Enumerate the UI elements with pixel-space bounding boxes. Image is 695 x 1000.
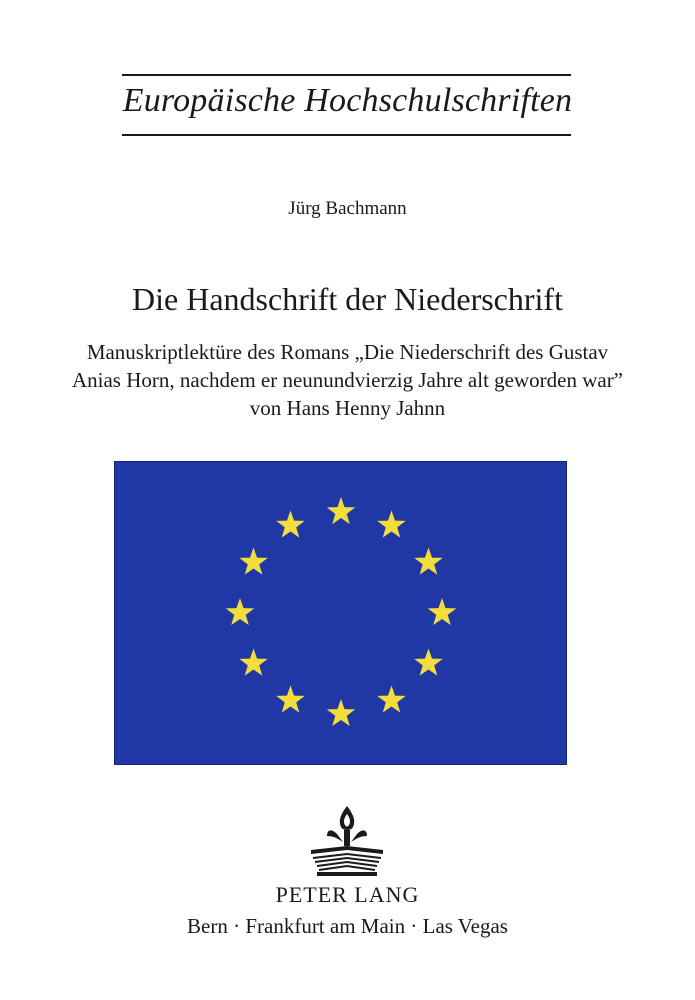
star-icon	[377, 511, 406, 538]
publisher-places: Bern · Frankfurt am Main · Las Vegas	[187, 914, 508, 938]
bottom-rule	[122, 134, 571, 136]
top-rule	[122, 74, 571, 76]
star-icon	[239, 649, 268, 676]
eu-flag-icon	[114, 461, 567, 765]
subtitle-line: von Hans Henny Jahnn	[249, 396, 446, 420]
star-icon	[327, 497, 356, 524]
subtitle-line: Anias Horn, nachdem er neunundvierzig Jahre alt geworden war”	[71, 368, 624, 392]
star-icon	[226, 598, 255, 625]
author-name: Jürg Bachmann	[288, 198, 407, 219]
subtitle-line: Manuskriptlektüre des Romans „Die Niederschrift des Gustav	[86, 340, 609, 364]
publisher-logo-icon	[297, 800, 397, 880]
star-icon	[428, 598, 457, 625]
star-icon	[239, 548, 268, 575]
star-icon	[414, 548, 443, 575]
book-title: Die Handschrift der Niederschrift	[132, 281, 563, 317]
star-icon	[377, 685, 406, 712]
star-icon	[414, 649, 443, 676]
book-subtitle	[30, 338, 665, 422]
star-icon	[327, 699, 356, 726]
flag-stars	[115, 462, 566, 764]
star-icon	[276, 685, 305, 712]
star-icon	[276, 511, 305, 538]
publisher-name: PETER LANG	[275, 882, 420, 907]
peter-lang-logo-icon	[297, 800, 397, 880]
series-title: Europäische Hochschulschriften	[122, 82, 573, 119]
